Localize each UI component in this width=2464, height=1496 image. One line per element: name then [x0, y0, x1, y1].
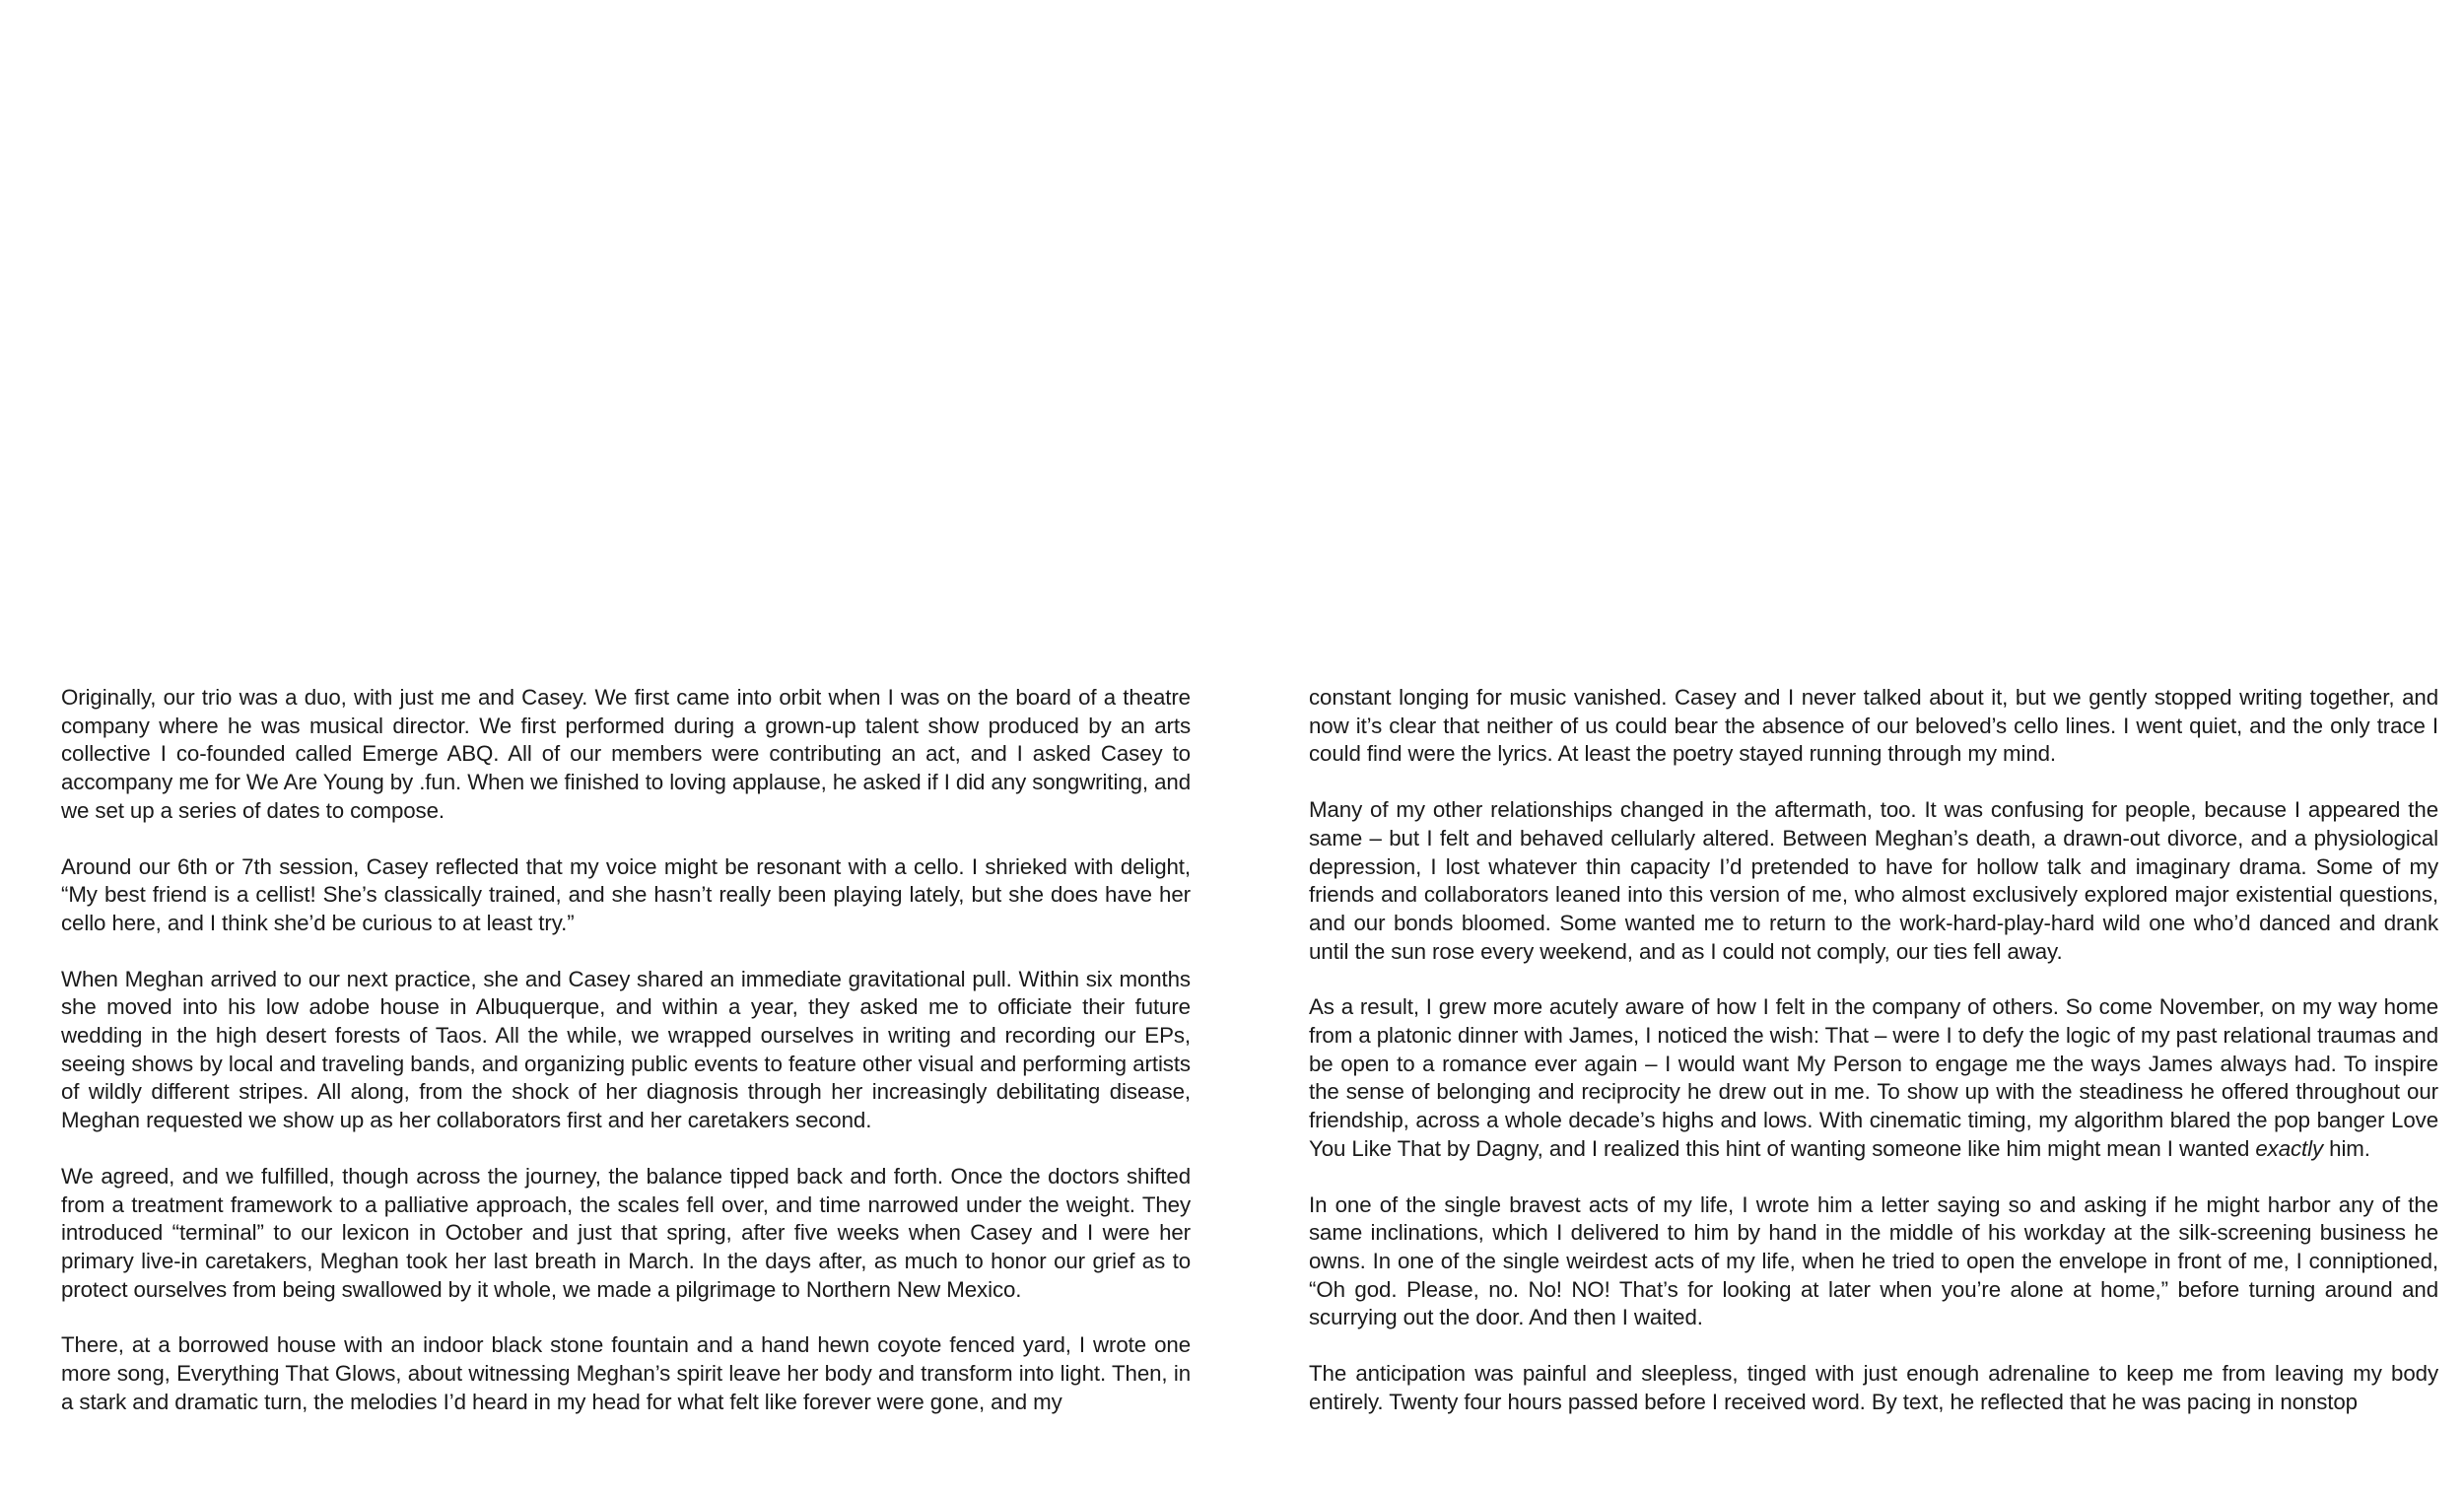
emphasized-word: exactly [2255, 1135, 2324, 1161]
paragraph: Originally, our trio was a duo, with just me and Casey. We first came into orbit when I was on the board of a theatre company where he was musical director. We first performed during a grown-up talent show produced by an arts collective I co-founded called Emerge ABQ. All of our members were contributing an act, and I asked Casey to accompany me for We Are Young by .fun. When we finished to loving applause, he asked if I did any songwriting, and we set up a series of dates to compose. [61, 685, 1191, 823]
paragraph: In one of the single bravest acts of my life, I wrote him a letter saying so and asking if he might harbor any of the same inclinations, which I delivered to him by hand in the middle of his workday at the silk-screening business he owns. In one of the single weirdest acts of my life, when he tried to open the envelope in front of me, I conniptioned, “Oh god. Please, no. No! NO! That’s for looking at later when you’re alone at home,” before turning around and scurrying out the door. And then I waited. [1309, 1191, 2438, 1330]
right-page [1309, 684, 2438, 1462]
paragraph: We agreed, and we fulfilled, though across the journey, the balance tipped back and forth. Once the doctors shifted from a treatment framework to a palliative approach, the scales fell over, and time narrowed under the weight. They introduced “terminal” to our lexicon in October and just that spring, after five weeks when Casey and I were her primary live-in caretakers, Meghan took her last breath in March. In the days after, as much to honor our grief as to protect ourselves from being swallowed by it whole, we made a pilgrimage to Northern New Mexico. [61, 1163, 1191, 1302]
paragraph: Many of my other relationships changed in the aftermath, too. It was confusing for people, because I appeared the same – but I felt and behaved cellularly altered. Between Meghan’s death, a drawn-out divorce, and a physiological depression, I lost whatever thin capacity I’d pretended to have for hollow talk and imaginary drama. Some of my friends and collaborators leaned into this version of me, who almost exclusively explored major existential questions, and our bonds bloomed. Some wanted me to return to the work-hard-play-hard wild one who’d danced and drank until the sun rose every weekend, and as I could not comply, our ties fell away. [1309, 797, 2438, 964]
paragraph: The anticipation was painful and sleepless, tinged with just enough adrenaline to keep me from leaving my body entirely. Twenty four hours passed before I received word. By text, he reflected that he was pacing in nonstop [1309, 1361, 2438, 1414]
paragraph: Around our 6th or 7th session, Casey reflected that my voice might be resonant with a cello. I shrieked with delight, “My best friend is a cellist! She’s classically trained, and she hasn’t really been playing lately, but she does have her cello here, and I think she’d be curious to at least try.” [61, 853, 1191, 935]
paragraph: constant longing for music vanished. Casey and I never talked about it, but we gently stopped writing together, and now it’s clear that neither of us could bear the absence of our beloved’s cello lines. I went quiet, and the only trace I could find were the lyrics. At least the poetry stayed running through my mind. [1309, 685, 2438, 767]
paragraph-text: him. [2323, 1135, 2370, 1161]
paragraph: There, at a borrowed house with an indoor black stone fountain and a hand hewn coyote fenced yard, I wrote one more song, Everything That Glows, about witnessing Meghan’s spirit leave her body and transform into light. Then, in a stark and dramatic turn, the melodies I’d heard in my head for what felt like forever were gone, and my [61, 1332, 1191, 1414]
left-page [61, 684, 1191, 1462]
paragraph: When Meghan arrived to our next practice, she and Casey shared an immediate gravitational pull. Within six months she moved into his low adobe house in Albuquerque, and within a year, they asked me to officiate their future wedding in the high desert forests of Taos. All the while, we wrapped ourselves in writing and recording our EPs, seeing shows by local and traveling bands, and organizing public events to feature other visual and performing artists of wildly different stripes. All along, from the shock of her diagnosis through her increasingly debilitating disease, Meghan requested we show up as her collaborators first and her caretakers second. [61, 966, 1191, 1133]
paragraph-with-emphasis [1309, 993, 2438, 1163]
paragraph-text: As a result, I grew more acutely aware of how I felt in the company of others. So come November, on my way home from a platonic dinner with James, I noticed the wish: That – were I to defy the logic of my past relational traumas and be open to a romance ever again – I would want My Person to engage me the ways James always had. To inspire the sense of belonging and reciprocity he drew out in me. To show up with the steadiness he offered throughout our friendship, across a whole decade’s highs and lows. With cinematic timing, my algorithm blared the pop banger Love You Like That by Dagny, and I realized this hint of wanting someone like him might mean I wanted [1309, 994, 2438, 1161]
